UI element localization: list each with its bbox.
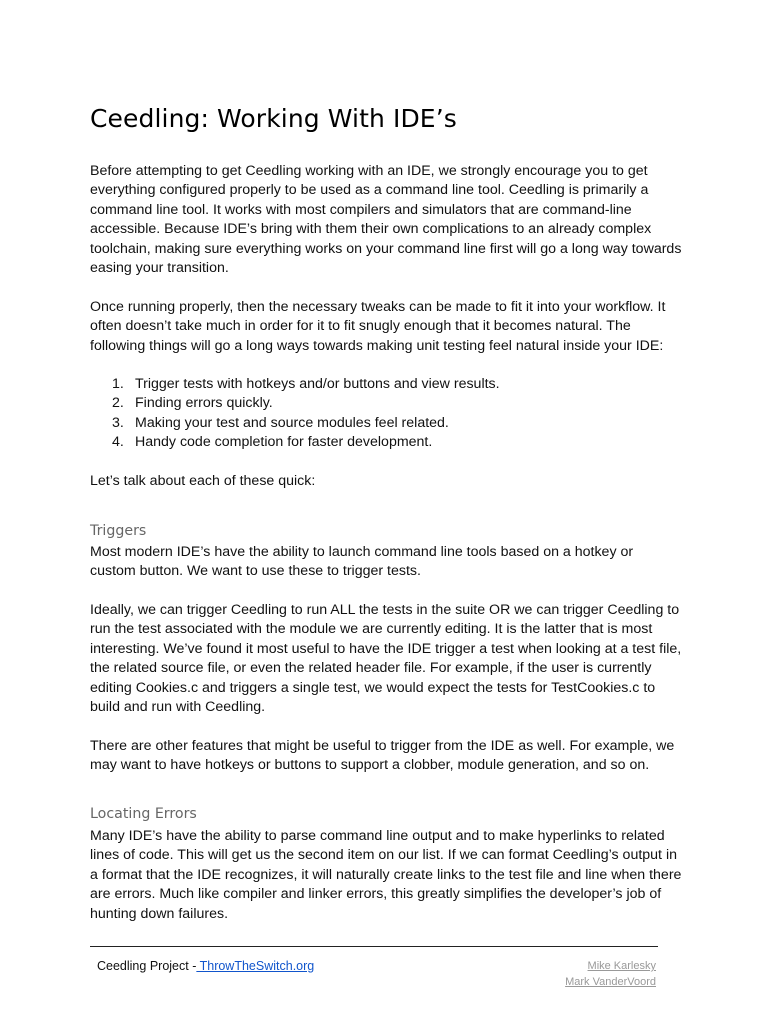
triggers-paragraph-2: Ideally, we can trigger Ceedling to run ALL the tests in the suite OR we can trigger Ceedling to run the test associated with the module we are currently editing. It is the latter that is most interesting. We’ve found it most useful to have the IDE trigger a test when looking at a test file, the related source file, or even the related header file. For example, if the user is currently editing Cookies.c and triggers a single test, we would expect the tests for TestCookies.c to build and run with Ceedling. — [90, 602, 682, 716]
list-item — [90, 375, 500, 394]
list-item-text: Handy code completion for faster development. — [135, 434, 433, 451]
running-paragraph: Once running properly, then the necessary tweaks can be made to fit it into your workflow. It often doesn’t take much in order for it to fit snugly enough that it becomes natural. The following things will go a long ways towards making unit testing feel natural inside your IDE: — [90, 299, 666, 354]
list-item-text: Making your test and source modules feel related. — [135, 414, 449, 431]
locating-errors-heading: Locating Errors — [90, 806, 197, 822]
lets-talk-paragraph: Let’s talk about each of these quick: — [90, 473, 316, 489]
footer-link[interactable]: ThrowTheSwitch.org — [196, 959, 315, 973]
footer-author[interactable]: Mark VanderVoord — [565, 975, 656, 988]
intro-paragraph: Before attempting to get Ceedling working with an IDE, we strongly encourage you to get everything configured properly to be used as a command line tool. Ceedling is primarily a command line tool. It works with most compilers and simulators that are command-line accessible. Because IDE’s bring with them their own complications to an already complex toolchain, making sure everything works on your command line first will go a long way towards easing your transition. — [90, 163, 682, 277]
feature-list — [90, 375, 500, 453]
page-title: Ceedling: Working With IDE’s — [90, 104, 457, 133]
triggers-heading: Triggers — [90, 523, 147, 539]
footer-author[interactable]: Mike Karlesky — [587, 960, 656, 972]
footer-authors — [565, 959, 656, 990]
footer-project-label: Ceedling Project - — [97, 959, 197, 973]
list-number: 4. — [112, 434, 124, 451]
triggers-paragraph-3: There are other features that might be useful to trigger from the IDE as well. For example, we may want to have hotkeys or buttons to support a clobber, module generation, and so on. — [90, 738, 675, 774]
list-item — [90, 394, 500, 413]
list-item-text: Trigger tests with hotkeys and/or buttons and view results. — [135, 376, 500, 392]
list-number: 1. — [112, 376, 124, 392]
list-number: 2. — [112, 395, 124, 412]
footer-divider — [90, 946, 658, 947]
list-number: 3. — [112, 414, 124, 431]
list-item — [90, 433, 500, 452]
list-item — [90, 414, 500, 433]
footer-project — [97, 959, 314, 973]
list-item-text: Finding errors quickly. — [135, 395, 273, 412]
locating-errors-paragraph: Many IDE’s have the ability to parse command line output and to make hyperlinks to related lines of code. This will get us the second item on our list. If we can format Ceedling’s output in a format that the IDE recognizes, it will naturally create links to the test file and line when there are errors. Much like compiler and linker errors, this greatly simplifies the developer’s job of hunting down failures. — [90, 828, 682, 922]
triggers-paragraph-1: Most modern IDE’s have the ability to launch command line tools based on a hotkey or custom button. We want to use these to trigger tests. — [90, 544, 634, 580]
